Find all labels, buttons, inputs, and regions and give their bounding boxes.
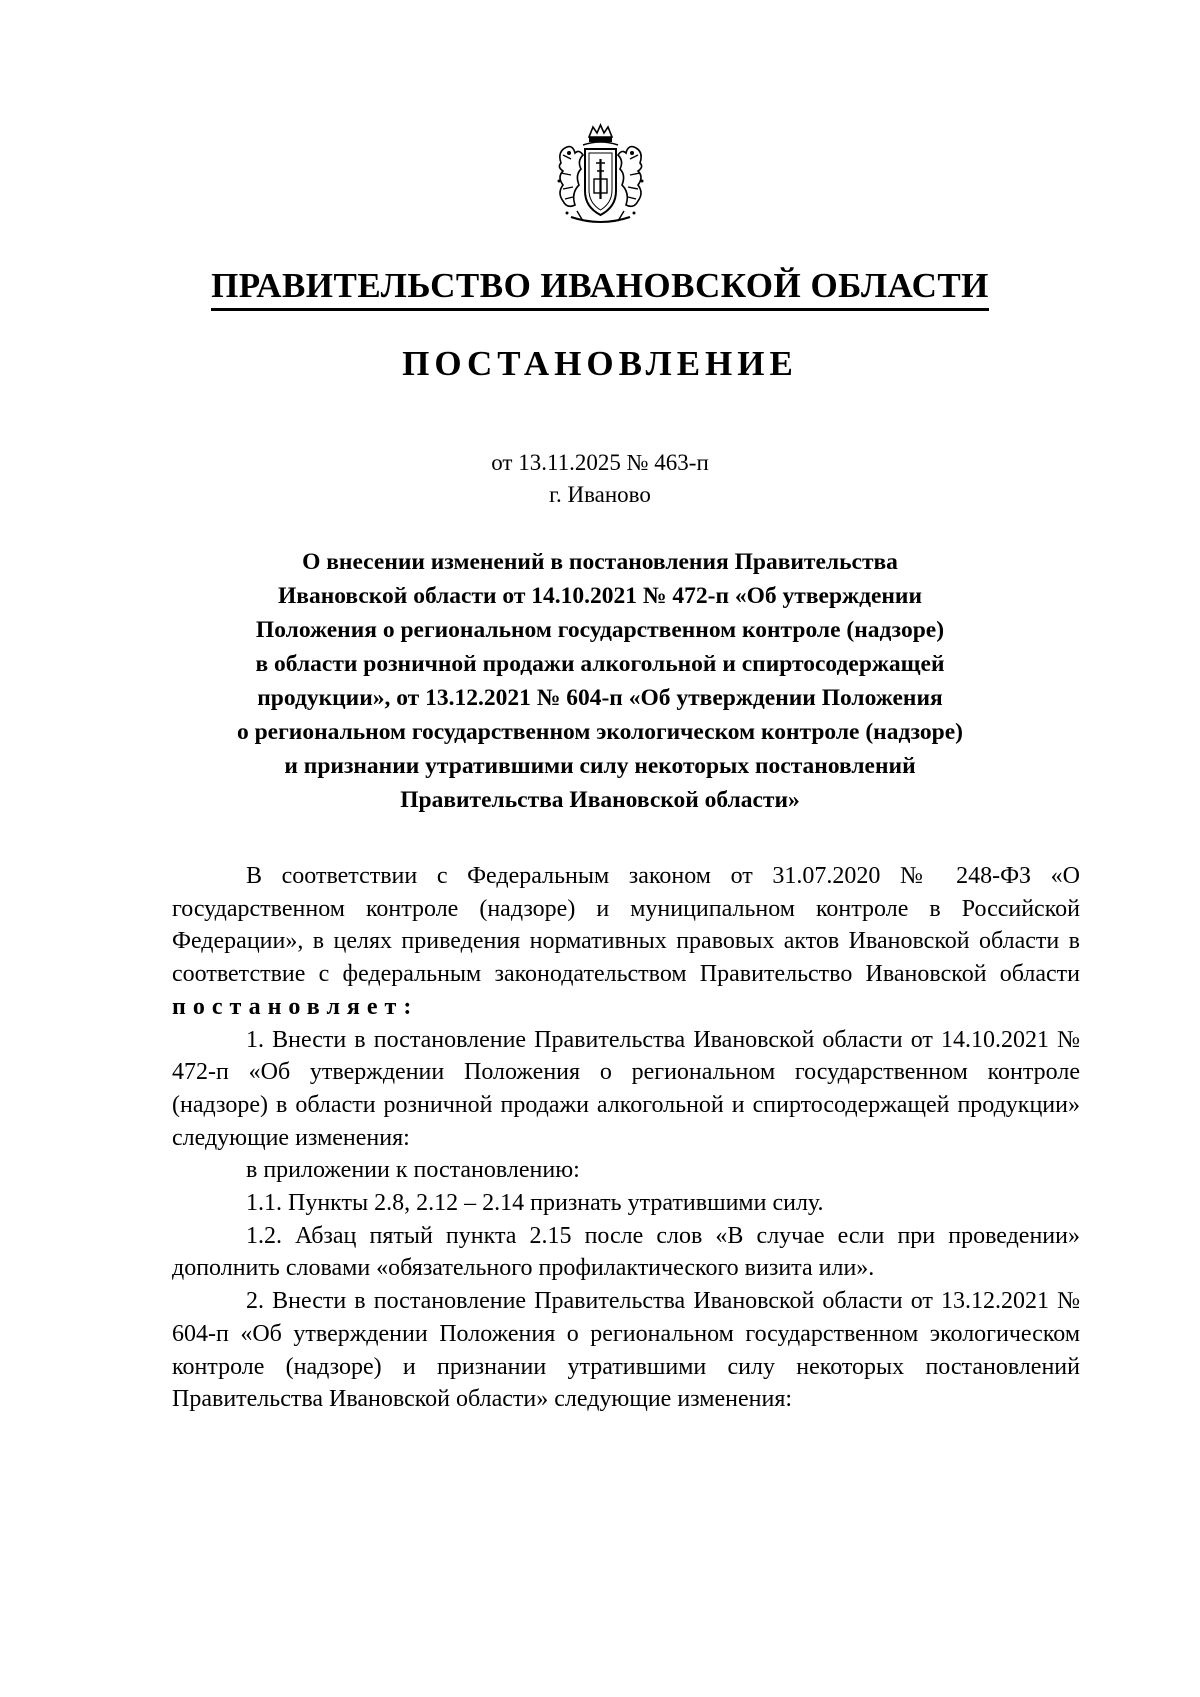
- organization-title-text: ПРАВИТЕЛЬСТВО ИВАНОВСКОЙ ОБЛАСТИ: [211, 266, 989, 311]
- coat-of-arms-icon: [553, 123, 648, 230]
- date-number: от 13.11.2025 № 463-п: [491, 450, 709, 475]
- heading-line: О внесении изменений в постановления Правительства: [302, 549, 898, 575]
- document-heading: [150, 545, 1050, 817]
- organization-title: [0, 266, 1200, 311]
- body-paragraph: 1.2. Абзац пятый пункта 2.15 после слов «В случае если при проведении» дополнить словами «обязательного профилактического визита или».: [172, 1222, 1080, 1282]
- body-paragraph: в приложении к постановлению:: [246, 1157, 580, 1184]
- body-paragraph: 1.1. Пункты 2.8, 2.12 – 2.14 признать утратившими силу.: [246, 1190, 824, 1217]
- document-body: [172, 860, 1080, 1416]
- heading-line: о региональном государственном экологическом контроле (надзоре): [236, 719, 964, 745]
- heading-line: Правительства Ивановской области»: [400, 787, 800, 813]
- heading-line: Ивановской области от 14.10.2021 № 472-п «Об утверждении: [277, 583, 923, 609]
- heading-line: и признании утратившими силу некоторых постановлений: [284, 753, 916, 779]
- city: г. Иваново: [549, 482, 651, 507]
- preamble-paragraph: В соответствии с Федеральным законом от 31.07.2020 № 248-ФЗ «О государственном контроле (надзоре) и муниципальном контроле в Российской Федерации», в целях приведения нормативных правовых актов Ивановской области в соответствие с федеральным законодательством Правительство Ивановской области: [172, 863, 1080, 988]
- resolves-word: постановляет:: [172, 993, 419, 1020]
- heading-line: Положения о региональном государственном контроле (надзоре): [255, 617, 945, 643]
- body-paragraph: 1. Внести в постановление Правительства Ивановской области от 14.10.2021 № 472-п «Об утверждении Положения о региональном государственном контроле (надзоре) в области розничной продажи алкогольной и спиртосодержащей продукции» следующие изменения:: [172, 1026, 1080, 1151]
- heading-line: продукции», от 13.12.2021 № 604-п «Об утверждении Положения: [257, 685, 943, 711]
- body-paragraph: 2. Внести в постановление Правительства Ивановской области от 13.12.2021 № 604-п «Об утверждении Положения о региональном государственном экологическом контроле (надзоре) и признании утратившими силу некоторых постановлений Правительства Ивановской области» следующие изменения:: [172, 1288, 1080, 1413]
- heading-line: в области розничной продажи алкогольной и спиртосодержащей: [255, 651, 945, 677]
- document-type: ПОСТАНОВЛЕНИЕ: [402, 344, 798, 383]
